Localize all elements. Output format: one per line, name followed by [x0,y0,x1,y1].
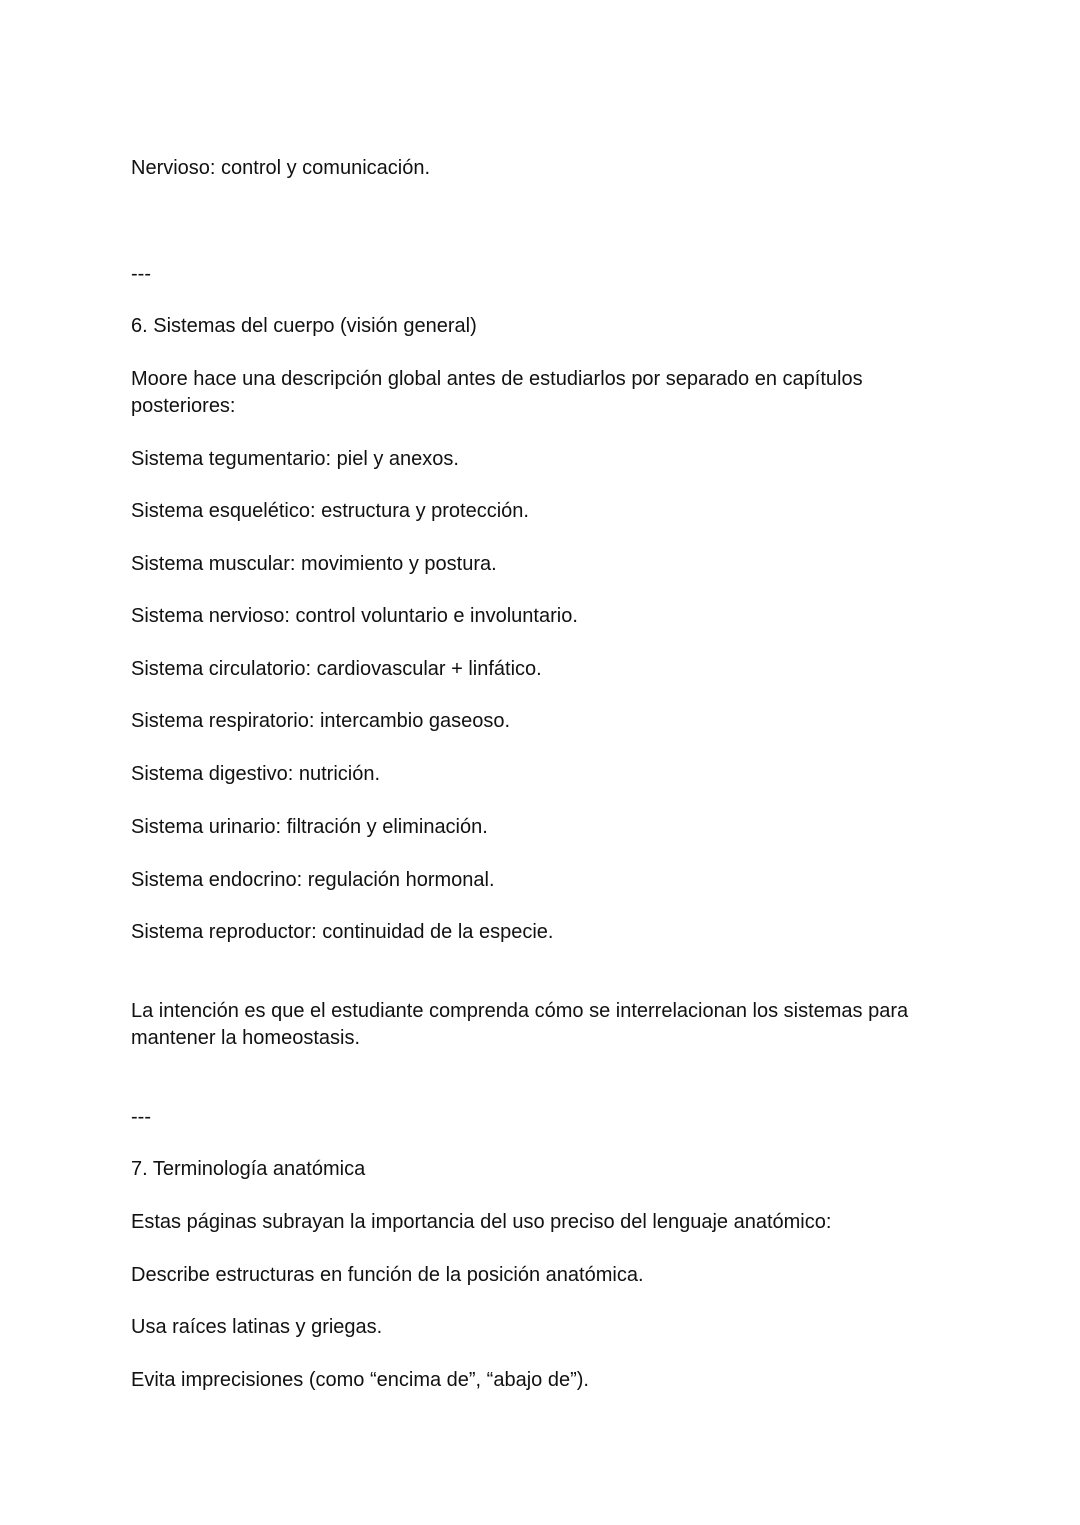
system-item: Sistema digestivo: nutrición. [131,763,381,785]
system-item: Sistema nervioso: control voluntario e involuntario. [131,605,578,627]
section-6-intro: Moore hace una descripción global antes de estudiarlos por separado en capítulos posteriores: [131,368,863,417]
system-item: Sistema tegumentario: piel y anexos. [131,448,459,470]
terminology-item: Evita imprecisiones (como “encima de”, “abajo de”). [131,1369,589,1391]
terminology-item: Usa raíces latinas y griegas. [131,1316,383,1338]
system-item: Sistema endocrino: regulación hormonal. [131,869,495,891]
system-item: Sistema urinario: filtración y eliminación. [131,816,488,838]
section-7-heading: 7. Terminología anatómica [131,1158,366,1180]
section-6-conclusion: La intención es que el estudiante comprenda cómo se interrelacionan los sistemas para mantener la homeostasis. [131,1000,909,1049]
system-item: Sistema esquelético: estructura y protección. [131,500,529,522]
system-item: Sistema respiratorio: intercambio gaseoso. [131,710,511,732]
intro-line: Nervioso: control y comunicación. [131,157,431,179]
section-divider: --- [131,263,151,285]
system-item: Sistema circulatorio: cardiovascular + linfático. [131,658,542,680]
terminology-item: Describe estructuras en función de la posición anatómica. [131,1264,644,1286]
system-item: Sistema reproductor: continuidad de la especie. [131,921,554,943]
section-6-heading: 6. Sistemas del cuerpo (visión general) [131,315,477,337]
section-divider: --- [131,1106,151,1128]
system-item: Sistema muscular: movimiento y postura. [131,553,497,575]
section-7-intro: Estas páginas subrayan la importancia del uso preciso del lenguaje anatómico: [131,1211,832,1233]
